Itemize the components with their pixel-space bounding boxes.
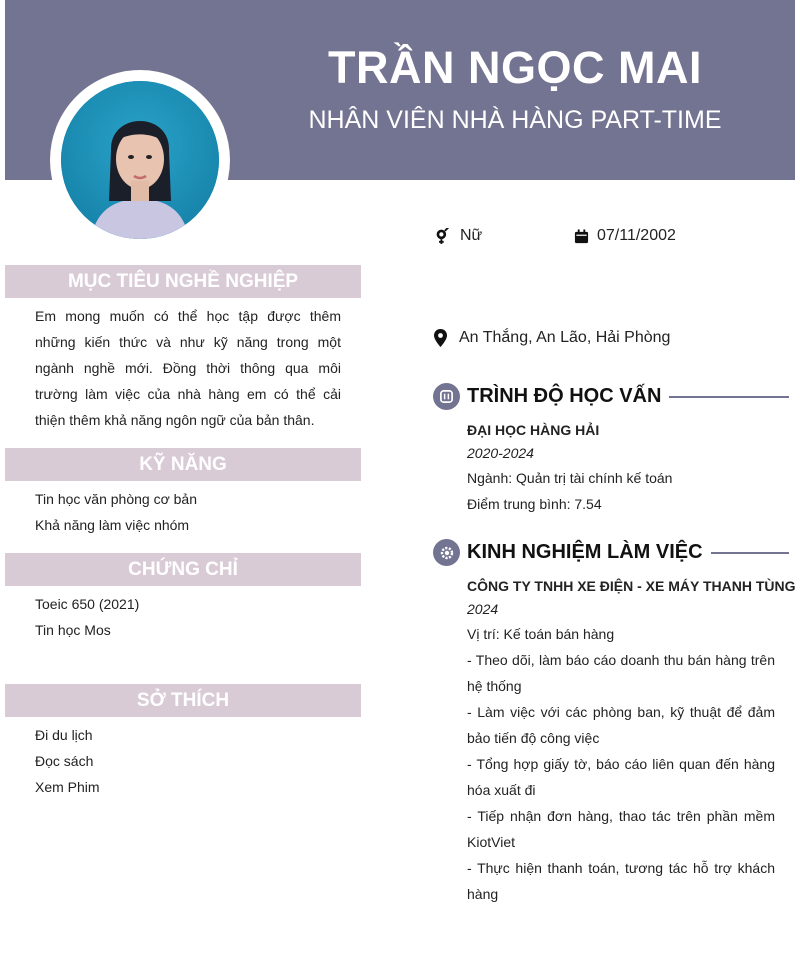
hobby-item: Đọc sách [35, 753, 94, 769]
experience-year: 2024 [467, 601, 499, 617]
duty-item: - Thực hiện thanh toán, tương tác hỗ trợ khách hàng [467, 860, 775, 902]
duty-item: - Tổng hợp giấy tờ, báo cáo liên quan đến hàng hóa xuất đi [467, 756, 775, 798]
location-pin-icon [433, 329, 448, 347]
gear-icon [433, 539, 460, 566]
objective-heading: MỤC TIÊU NGHỀ NGHIỆP [5, 265, 361, 298]
avatar [61, 81, 219, 239]
education-years: 2020-2024 [467, 445, 534, 461]
experience-divider [711, 552, 789, 554]
address-value: An Thắng, An Lão, Hải Phòng [459, 329, 671, 346]
gender-info [435, 227, 482, 245]
address-info [433, 329, 670, 347]
education-gpa: Điểm trung bình: 7.54 [467, 496, 602, 512]
birthday-info [574, 227, 676, 245]
experience-title: KINH NGHIỆM LÀM VIỆC [467, 541, 703, 563]
job-title: NHÂN VIÊN NHÀ HÀNG PART-TIME [308, 106, 722, 134]
hobby-item: Đi du lịch [35, 727, 93, 743]
objective-text: Em mong muốn có thể học tập được thêm những kiến thức và như kỹ năng trong một ngành nghề mới. Đồng thời thông qua môi trường làm việc của nhà hàng em có thể cải thiện thêm khả năng ngôn ngữ của bản thân. [35, 308, 341, 428]
duty-item: - Theo dõi, làm báo cáo doanh thu bán hàng trên hệ thống [467, 652, 775, 694]
school-name: ĐẠI HỌC HÀNG HẢI [467, 422, 600, 438]
certificates-heading: CHỨNG CHỈ [5, 553, 361, 586]
experience-heading [433, 539, 789, 566]
candidate-name: TRẦN NGỌC MAI [328, 42, 702, 93]
certificate-item: Tin học Mos [35, 622, 111, 638]
education-icon [433, 383, 460, 410]
experience-position: Vị trí: Kế toán bán hàng [467, 626, 615, 642]
duty-item: - Tiếp nhận đơn hàng, thao tác trên phần mềm KiotViet [467, 808, 775, 850]
gender-icon [435, 228, 452, 245]
company-name: CÔNG TY TNHH XE ĐIỆN - XE MÁY THANH TÙNG [467, 578, 796, 594]
skill-item: Khả năng làm việc nhóm [35, 517, 190, 533]
duty-item: - Làm việc với các phòng ban, kỹ thuật để đảm bảo tiến độ công việc [467, 704, 775, 746]
education-title: TRÌNH ĐỘ HỌC VẤN [467, 385, 662, 407]
education-heading [433, 383, 789, 410]
certificate-item: Toeic 650 (2021) [35, 596, 140, 612]
skill-item: Tin học văn phòng cơ bản [35, 491, 197, 507]
hobby-item: Xem Phim [35, 779, 100, 795]
hobbies-heading: SỞ THÍCH [5, 684, 361, 717]
calendar-icon [574, 229, 589, 244]
education-major: Ngành: Quản trị tài chính kế toán [467, 470, 673, 486]
education-divider [669, 396, 789, 398]
birthday-value: 07/11/2002 [597, 227, 676, 244]
gender-value: Nữ [460, 227, 483, 244]
skills-heading: KỸ NĂNG [5, 448, 361, 481]
